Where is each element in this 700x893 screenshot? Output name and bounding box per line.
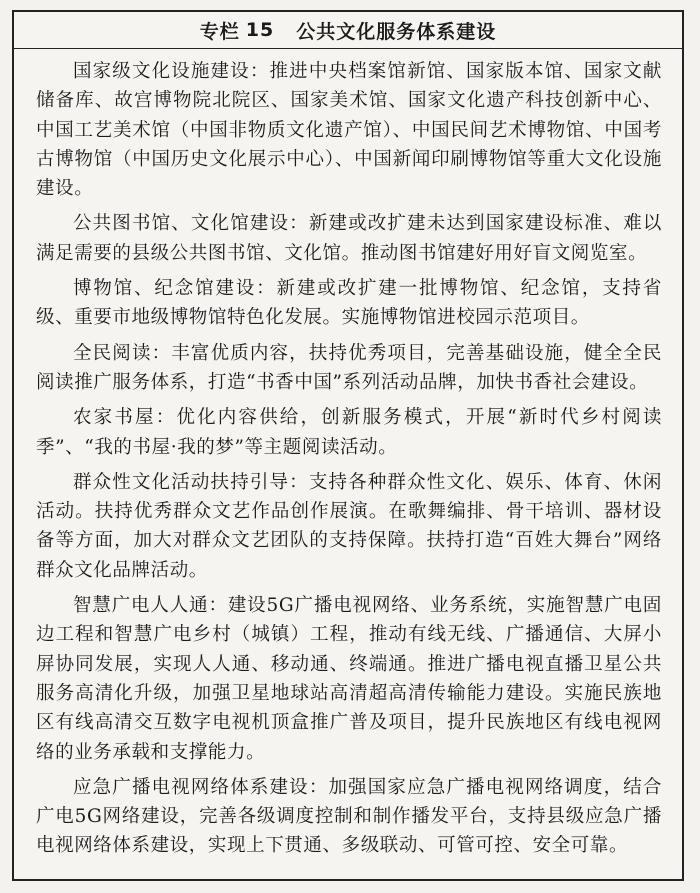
paragraph-body: 新建或改扩建未达到国家建设标准、难以满足需要的县级公共图书馆、文化馆。推动图书馆建好用好盲文阅览室。 [36,213,662,264]
paragraph-body: 支持各种群众性文化、娱乐、体育、休闲活动。扶持优秀群众文艺作品创作展演。在歌舞编排、骨干培训、器材设备等方面，加大对群众文艺团队的支持保障。扶持打造“百姓大舞台”网络群众文化品牌活动。 [36,471,662,581]
paragraph-national-facilities [36,57,662,203]
paragraph-heading: 群众性文化活动扶持引导： [73,471,309,493]
column-label: 专栏 [199,20,240,43]
paragraph-smart-broadcast [36,591,662,767]
paragraph-heading: 公共图书馆、文化馆建设： [73,213,309,235]
column-header [14,12,682,49]
paragraph-rural-bookstore [36,403,662,462]
paragraph-heading: 农家书屋： [73,407,177,429]
paragraph-body: 推进中央档案馆新馆、国家版本馆、国家文献储备库、故宫博物院北院区、国家美术馆、国家文化遗产科技创新中心、中国工艺美术馆（中国非物质文化遗产馆）、中国民间艺术博物馆、中国考古博物馆（中国历史文化展示中心）、中国新闻印刷博物馆等重大文化设施建设。 [36,61,662,200]
paragraph-heading: 全民阅读： [73,342,172,364]
paragraph-reading [36,339,662,398]
paragraph-mass-culture [36,468,662,585]
column-box [12,10,684,881]
paragraph-body: 加强国家应急广播电视网络调度，结合广电5G网络建设，完善各级调度控制和制作播发平台，支持县级应急广播电视网络体系建设，实现上下贯通、多级联动、可管可控、安全可靠。 [36,776,662,857]
paragraph-libraries [36,209,662,268]
paragraph-body: 新建或改扩建一批博物馆、纪念馆，支持省级、重要市地级博物馆特色化发展。实施博物馆进校园示范项目。 [36,278,662,329]
paragraph-heading: 国家级文化设施建设： [73,61,270,82]
column-title: 公共文化服务体系建设 [296,20,497,43]
paragraph-heading: 智慧广电人人通： [73,595,228,617]
paragraph-museums [36,274,662,333]
paragraph-body: 优化内容供给，创新服务模式，开展“新时代乡村阅读季”、“我的书屋·我的梦”等主题阅读活动。 [36,407,662,458]
paragraph-body: 建设5G广播电视网络、业务系统，实施智慧广电固边工程和智慧广电乡村（城镇）工程，推动有线无线、广播通信、大屏小屏协同发展，实现人人通、移动通、终端通。推进广播电视直播卫星公共服务高清化升级，加强卫星地球站高清超高清传输能力建设。实施民族地区有线高清交互数字电视机顶盒推广普及项目，提升民族地区有线电视网络的业务承载和支撑能力。 [36,595,662,763]
paragraph-heading: 博物馆、纪念馆建设： [73,278,277,300]
column-content [14,49,682,861]
paragraph-heading: 应急广播电视网络体系建设： [73,776,329,798]
paragraph-body: 丰富优质内容，扶持优秀项目，完善基础设施，健全全民阅读推广服务体系，打造“书香中国”系列活动品牌，加快书香社会建设。 [36,342,662,393]
column-number: 15 [245,19,275,41]
paragraph-emergency-broadcast [36,773,662,861]
